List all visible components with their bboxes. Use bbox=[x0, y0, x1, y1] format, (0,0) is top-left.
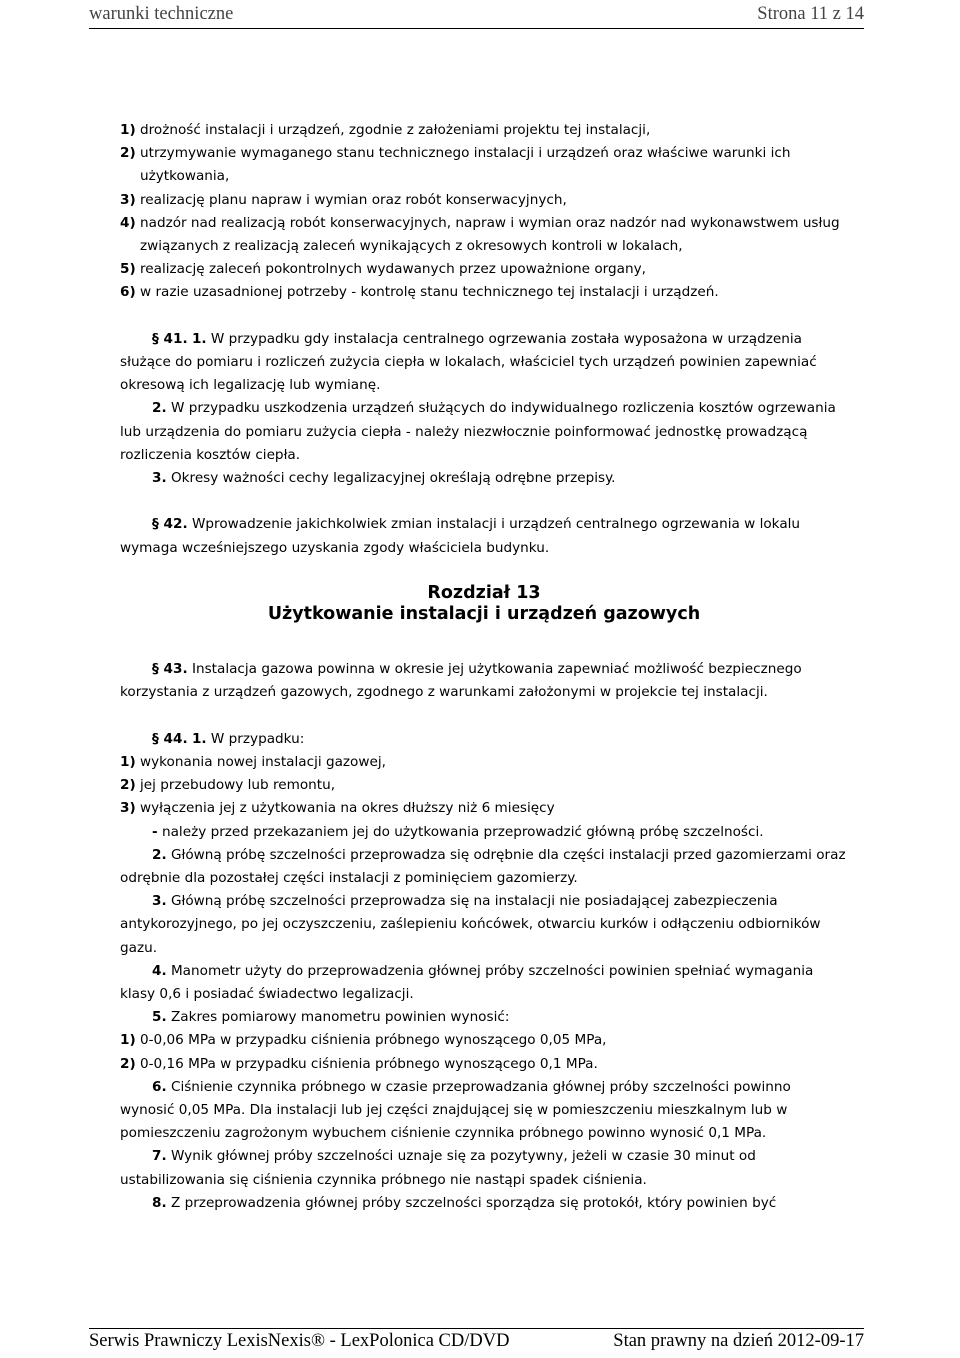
obligations-list bbox=[120, 119, 848, 305]
list-item: 3) wyłączenia jej z użytkowania na okres dłuższy niż 6 miesięcy bbox=[120, 800, 555, 817]
chapter-subtitle: Użytkowanie instalacji i urządzeń gazowych bbox=[267, 604, 701, 625]
section-43 bbox=[120, 658, 848, 704]
footer-date: Stan prawny na dzień 2012-09-17 bbox=[613, 1331, 864, 1351]
list-item: 2) utrzymywanie wymaganego stanu technicznego instalacji i urządzeń oraz właściwe warunki ich użytkowania, bbox=[120, 145, 791, 185]
paragraph: § 44. 1. W przypadku: bbox=[152, 730, 305, 747]
list-item: - należy przed przekazaniem jej do użytkowania przeprowadzić główną próbę szczelności. bbox=[152, 823, 764, 840]
section-42 bbox=[120, 513, 848, 559]
section-number: § 44. bbox=[152, 730, 188, 747]
page-footer bbox=[89, 1328, 864, 1355]
section-number: § 41. bbox=[152, 330, 188, 347]
list-item: 4) nadzór nad realizacją robót konserwacyjnych, napraw i wymian oraz nadzór nad wykonawstwem usług związanych z realizacją zaleceń wynikających z okresowych kontroli w lokalach, bbox=[120, 214, 840, 255]
header-title: warunki techniczne bbox=[89, 4, 234, 24]
list-item: 2) jej przebudowy lub remontu, bbox=[120, 777, 336, 794]
paragraph: 3. Główną próbę szczelności przeprowadza się na instalacji nie posiadającej zabezpieczenia antykorozyjnego, po jej oczyszczeniu, zaślepieniu końcówek, otwarciu kurków i odłączeniu odbiorników gazu. bbox=[120, 893, 821, 956]
list-item: 1) wykonania nowej instalacji gazowej, bbox=[120, 754, 386, 770]
paragraph: 2. Główną próbę szczelności przeprowadza się odrębnie dla części instalacji przed gazomierzami oraz odrębnie dla pozostałej części instalacji z pominięciem gazomierzy. bbox=[120, 846, 846, 887]
list-item: 1) drożność instalacji i urządzeń, zgodnie z założeniami projektu tej instalacji, bbox=[120, 122, 651, 138]
paragraph: 4. Manometr użyty do przeprowadzenia głównej próby szczelności powinien spełniać wymagania klasy 0,6 i posiadać świadectwo legalizacji. bbox=[120, 962, 814, 1003]
document-body bbox=[120, 119, 848, 1215]
page-header bbox=[89, 4, 864, 29]
chapter-heading bbox=[120, 583, 848, 625]
paragraph: § 41. 1. W przypadku gdy instalacja centralnego ogrzewania została wyposażona w urządzenia służące do pomiaru i rozliczeń zużycia ciepła w lokalach, właściciel tych urządzeń powinien zapewniać okresową ich legalizację lub wymianę. bbox=[120, 330, 817, 394]
list-item: 1) 0-0,06 MPa w przypadku ciśnienia próbnego wynoszącego 0,05 MPa, bbox=[120, 1032, 607, 1049]
section-44 bbox=[120, 728, 848, 1215]
paragraph: 6. Ciśnienie czynnika próbnego w czasie przeprowadzania głównej próby szczelności powinno wynosić 0,05 MPa. Dla instalacji lub jej części znajdującej się w pomieszczeniu mieszkalnym lub w pomieszczeniu zagrożonym wybuchem ciśnienie czynnika próbnego powinno wynosić 0,1 MPa. bbox=[120, 1078, 791, 1142]
paragraph: 7. Wynik głównej próby szczelności uznaje się za pozytywny, jeżeli w czasie 30 minut od ustabilizowania się ciśnienia czynnika próbnego nie nastąpi spadek ciśnienia. bbox=[120, 1148, 756, 1188]
section-41 bbox=[120, 328, 848, 490]
paragraph: 5. Zakres pomiarowy manometru powinien wynosić: bbox=[152, 1009, 510, 1026]
paragraph: 3. Okresy ważności cechy legalizacyjnej określają odrębne przepisy. bbox=[152, 470, 616, 487]
footer-source: Serwis Prawniczy LexisNexis® - LexPolonica CD/DVD bbox=[89, 1331, 510, 1351]
paragraph: 2. W przypadku uszkodzenia urządzeń służących do indywidualnego rozliczenia kosztów ogrzewania lub urządzenia do pomiaru zużycia ciepła - należy niezwłocznie poinformować jednostkę prowadzącą rozliczenia kosztów ciepła. bbox=[120, 400, 836, 463]
paragraph: § 42. Wprowadzenie jakichkolwiek zmian instalacji i urządzeń centralnego ogrzewania w lokalu wymaga wcześniejszego uzyskania zgody właściciela budynku. bbox=[120, 516, 801, 556]
chapter-title: Rozdział 13 bbox=[427, 583, 541, 604]
list-item: 6) w razie uzasadnionej potrzeby - kontrolę stanu technicznego tej instalacji i urządzeń. bbox=[120, 284, 719, 301]
paragraph: 8. Z przeprowadzenia głównej próby szczelności sporządza się protokół, który powinien być bbox=[152, 1194, 777, 1211]
list-item: 3) realizację planu napraw i wymian oraz robót konserwacyjnych, bbox=[120, 191, 567, 208]
list-item: 2) 0-0,16 MPa w przypadku ciśnienia próbnego wynoszącego 0,1 MPa. bbox=[120, 1055, 598, 1072]
paragraph: § 43. Instalacja gazowa powinna w okresie jej użytkowania zapewniać możliwość bezpiecznego korzystania z urządzeń gazowych, zgodnego z warunkami założonymi w projekcie tej instalacji. bbox=[120, 661, 802, 701]
section-number: § 42. bbox=[152, 516, 188, 533]
list-item: 5) realizację zaleceń pokontrolnych wydawanych przez upoważnione organy, bbox=[120, 261, 646, 278]
section-number: § 43. bbox=[152, 661, 188, 678]
page-number: Strona 11 z 14 bbox=[757, 4, 864, 24]
